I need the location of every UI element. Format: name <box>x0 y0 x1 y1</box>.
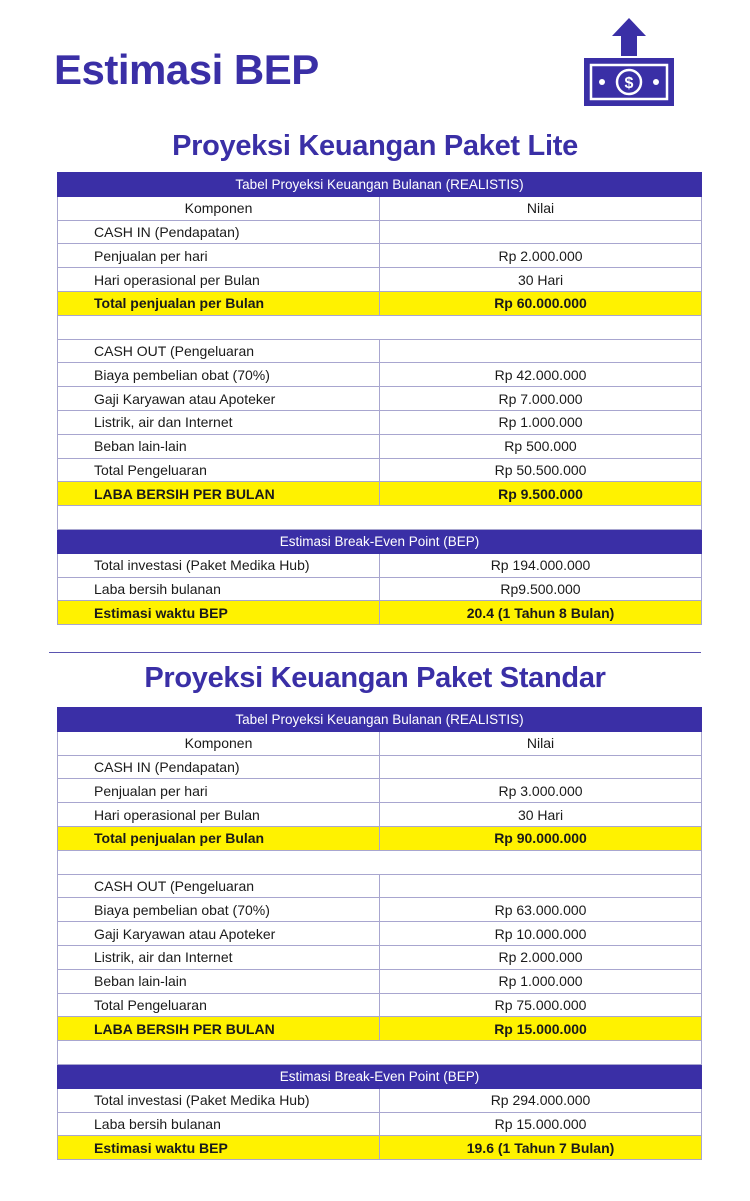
section-title-standar: Proyeksi Keuangan Paket Standar <box>144 662 606 694</box>
bep-header-row <box>58 1064 702 1088</box>
table-row: Listrik, air dan Internet Rp 2.000.000 <box>58 945 702 969</box>
section-divider <box>49 652 701 653</box>
section-title-lite: Proyeksi Keuangan Paket Lite <box>172 130 578 162</box>
table-row: Penjualan per hari Rp 2.000.000 <box>58 244 702 268</box>
bep-title: Estimasi Break-Even Point (BEP) <box>58 529 702 553</box>
table-row: Laba bersih bulanan Rp9.500.000 <box>58 577 702 601</box>
table-header-row <box>58 173 702 197</box>
table-row: Hari operasional per Bulan 30 Hari <box>58 268 702 292</box>
column-header-row <box>58 731 702 755</box>
total-sales-row: Total penjualan per Bulan Rp 60.000.000 <box>58 291 702 315</box>
money-up-icon <box>582 16 676 108</box>
cash-out-label: CASH OUT (Pengeluaran <box>58 874 380 898</box>
table-row: Biaya pembelian obat (70%) Rp 63.000.000 <box>58 898 702 922</box>
table-row: Laba bersih bulanan Rp 15.000.000 <box>58 1112 702 1136</box>
table-row: Hari operasional per Bulan 30 Hari <box>58 803 702 827</box>
financial-table-lite <box>57 172 702 625</box>
financial-table-standar <box>57 707 702 1160</box>
table-row <box>58 220 702 244</box>
table-row: Gaji Karyawan atau Apoteker Rp 10.000.000 <box>58 922 702 946</box>
bep-total-row: Estimasi waktu BEP 19.6 (1 Tahun 7 Bulan) <box>58 1136 702 1160</box>
page-title: Estimasi BEP <box>54 46 319 93</box>
svg-text:$: $ <box>624 75 634 92</box>
table-title: Tabel Proyeksi Keuangan Bulanan (REALISTIS) <box>58 708 702 732</box>
col-component: Komponen <box>58 731 380 755</box>
table-title: Tabel Proyeksi Keuangan Bulanan (REALISTIS) <box>58 173 702 197</box>
table-row: Listrik, air dan Internet Rp 1.000.000 <box>58 410 702 434</box>
table-row: Total investasi (Paket Medika Hub) Rp 294.000.000 <box>58 1088 702 1112</box>
spacer-row <box>58 506 702 530</box>
cash-in-label: CASH IN (Pendapatan) <box>58 755 380 779</box>
table-row: Total investasi (Paket Medika Hub) Rp 194.000.000 <box>58 553 702 577</box>
table-row: Biaya pembelian obat (70%) Rp 42.000.000 <box>58 363 702 387</box>
cash-in-label: CASH IN (Pendapatan) <box>58 220 380 244</box>
table-row: Gaji Karyawan atau Apoteker Rp 7.000.000 <box>58 387 702 411</box>
net-profit-row: LABA BERSIH PER BULAN Rp 15.000.000 <box>58 1017 702 1041</box>
table-row: Beban lain-lain Rp 500.000 <box>58 434 702 458</box>
bep-title: Estimasi Break-Even Point (BEP) <box>58 1064 702 1088</box>
spacer-row <box>58 850 702 874</box>
spacer-row <box>58 315 702 339</box>
table-row <box>58 755 702 779</box>
col-value: Nilai <box>380 196 702 220</box>
table-header-row <box>58 708 702 732</box>
table-row: Penjualan per hari Rp 3.000.000 <box>58 779 702 803</box>
table-row <box>58 339 702 363</box>
col-component: Komponen <box>58 196 380 220</box>
table-row: Total Pengeluaran Rp 50.500.000 <box>58 458 702 482</box>
spacer-row <box>58 1041 702 1065</box>
table-row: Total Pengeluaran Rp 75.000.000 <box>58 993 702 1017</box>
cash-out-label: CASH OUT (Pengeluaran <box>58 339 380 363</box>
net-profit-row: LABA BERSIH PER BULAN Rp 9.500.000 <box>58 482 702 506</box>
table-row <box>58 874 702 898</box>
column-header-row <box>58 196 702 220</box>
bep-header-row <box>58 529 702 553</box>
total-sales-row: Total penjualan per Bulan Rp 90.000.000 <box>58 826 702 850</box>
table-row: Beban lain-lain Rp 1.000.000 <box>58 969 702 993</box>
bep-total-row: Estimasi waktu BEP 20.4 (1 Tahun 8 Bulan) <box>58 601 702 625</box>
col-value: Nilai <box>380 731 702 755</box>
